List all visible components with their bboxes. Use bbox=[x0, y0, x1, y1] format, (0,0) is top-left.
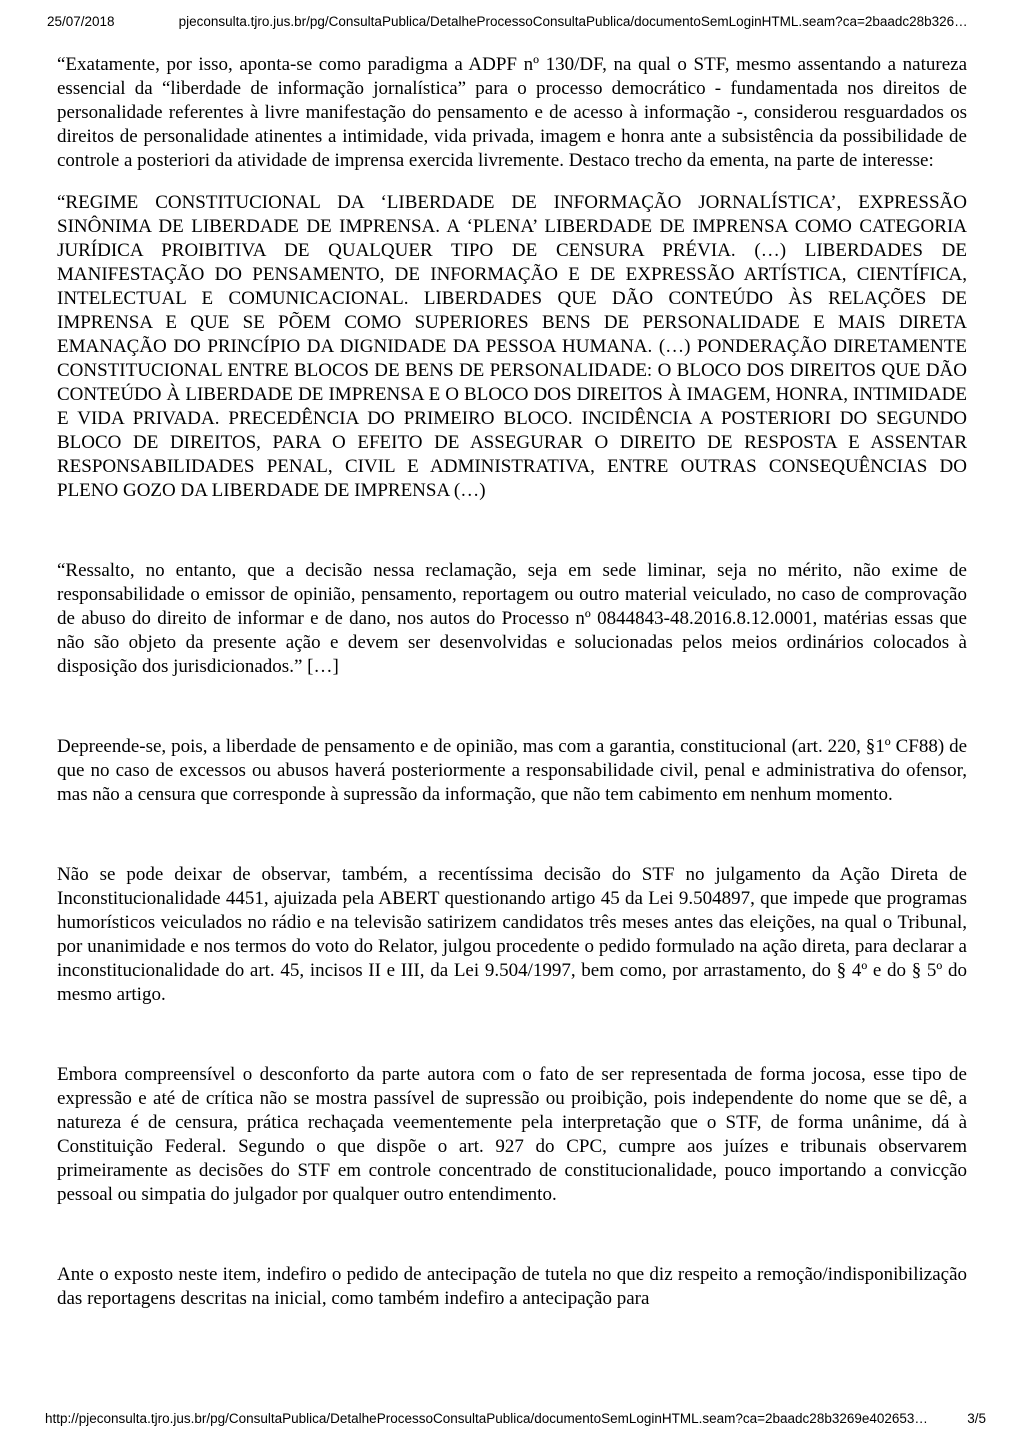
paragraph-nao-se-pode: Não se pode deixar de observar, também, a recentíssima decisão do STF no julgamento da Ação Direta de Inconstitucionalidade 4451, ajuizada pela ABERT questionando artigo 45 da Lei 9.504897, que impede que programas humorísticos veiculados no rádio e na televisão satirizem candidatos três meses antes das eleições, na qual o Tribunal, por unanimidade e nos termos do voto do Relator, julgou procedente o pedido formulado na ação direta, para declarar a inconstitucionalidade do art. 45, incisos II e III, da Lei 9.504/1997, bem como, por arrastamento, do § 4º e do § 5º do mesmo artigo. bbox=[57, 864, 967, 1005]
print-footer bbox=[45, 1411, 986, 1426]
paragraph-ressalto: “Ressalto, no entanto, que a decisão nessa reclamação, seja em sede liminar, seja no mérito, não exime de responsabilidade o emissor de opinião, pensamento, reportagem ou outro material veiculado, no caso de comprovação de abuso do direito de informar e de dano, nos autos do Processo nº 0844843-48.2016.8.12.0001, matérias essas que não são objeto da presente ação e devem ser desenvolvidas e solucionadas pelos meios ordinários colocados à disposição dos jurisdicionados.” […] bbox=[57, 560, 967, 677]
paragraph-exatamente: “Exatamente, por isso, aponta-se como paradigma a ADPF nº 130/DF, na qual o STF, mesmo assentando a natureza essencial da “liberdade de informação jornalística” para o processo democrático - fundamentada nos direitos de personalidade referentes à livre manifestação do pensamento e de acesso à informação -, considerou resguardados os direitos de personalidade atinentes a intimidade, vida privada, imagem e honra ante a subsistência da possibilidade de controle a posteriori da atividade de imprensa exercida livremente. Destaco trecho da ementa, na parte de interesse: bbox=[57, 54, 967, 171]
paragraph-depreende-se: Depreende-se, pois, a liberdade de pensamento e de opinião, mas com a garantia, constitucional (art. 220, §1º CF88) de que no caso de excessos ou abusos haverá posteriormente a responsabilidade civil, penal e administrativa do ofensor, mas não a censura que corresponde à supressão da informação, que não tem cabimento em nenhum momento. bbox=[57, 736, 967, 805]
print-header-url: pjeconsulta.tjro.jus.br/pg/ConsultaPublica/DetalheProcessoConsultaPublica/documentoSemLoginHTML.seam?ca=2baadc28b326… bbox=[178, 14, 968, 29]
print-header-date: 25/07/2018 bbox=[47, 14, 115, 29]
paragraph-regime-constitucional: “REGIME CONSTITUCIONAL DA ‘LIBERDADE DE INFORMAÇÃO JORNALÍSTICA’, EXPRESSÃO SINÔNIMA DE LIBERDADE DE IMPRENSA. A ‘PLENA’ LIBERDADE DE IMPRENSA COMO CATEGORIA JURÍDICA PROIBITIVA DE QUALQUER TIPO DE CENSURA PRÉVIA. (…) LIBERDADES DE MANIFESTAÇÃO DO PENSAMENTO, DE INFORMAÇÃO E DE EXPRESSÃO ARTÍSTICA, CIENTÍFICA, INTELECTUAL E COMUNICACIONAL. LIBERDADES QUE DÃO CONTEÚDO ÀS RELAÇÕES DE IMPRENSA E QUE SE PÕEM COMO SUPERIORES BENS DE PERSONALIDADE E MAIS DIRETA EMANAÇÃO DO PRINCÍPIO DA DIGNIDADE DA PESSOA HUMANA. (…) PONDERAÇÃO DIRETAMENTE CONSTITUCIONAL ENTRE BLOCOS DE BENS DE PERSONALIDADE: O BLOCO DOS DIREITOS QUE DÃO CONTEÚDO À LIBERDADE DE IMPRENSA E O BLOCO DOS DIREITOS À IMAGEM, HONRA, INTIMIDADE E VIDA PRIVADA. PRECEDÊNCIA DO PRIMEIRO BLOCO. INCIDÊNCIA A POSTERIORI DO SEGUNDO BLOCO DE DIREITOS, PARA O EFEITO DE ASSEGURAR O DIREITO DE RESPOSTA E ASSENTAR RESPONSABILIDADES PENAL, CIVIL E ADMINISTRATIVA, ENTRE OUTRAS CONSEQUÊNCIAS DO PLENO GOZO DA LIBERDADE DE IMPRENSA (…) bbox=[57, 192, 967, 501]
print-header bbox=[47, 14, 984, 29]
document-body bbox=[57, 53, 967, 1311]
print-footer-url: http://pjeconsulta.tjro.jus.br/pg/ConsultaPublica/DetalheProcessoConsultaPublica/documentoSemLoginHTML.seam?ca=2baadc28b3269e402653… bbox=[45, 1411, 928, 1426]
paragraph-ante-o-exposto: Ante o exposto neste item, indefiro o pedido de antecipação de tutela no que diz respeito a remoção/indisponibilização das reportagens descritas na inicial, como também indefiro a antecipação para bbox=[57, 1264, 967, 1309]
page-number: 3/5 bbox=[967, 1411, 986, 1426]
paragraph-embora-compreensivel: Embora compreensível o desconforto da parte autora com o fato de ser representada de forma jocosa, esse tipo de expressão e até de crítica não se mostra passível de supressão ou proibição, pois independente do nome que se dê, a natureza é de censura, prática rechaçada veementemente pela interpretação que o STF, de forma unânime, dá à Constituição Federal. Segundo o que dispõe o art. 927 do CPC, cumpre aos juízes e tribunais observarem primeiramente as decisões do STF em controle concentrado de constitucionalidade, pouco importando a convicção pessoal ou simpatia do julgador por qualquer outro entendimento. bbox=[57, 1064, 967, 1205]
